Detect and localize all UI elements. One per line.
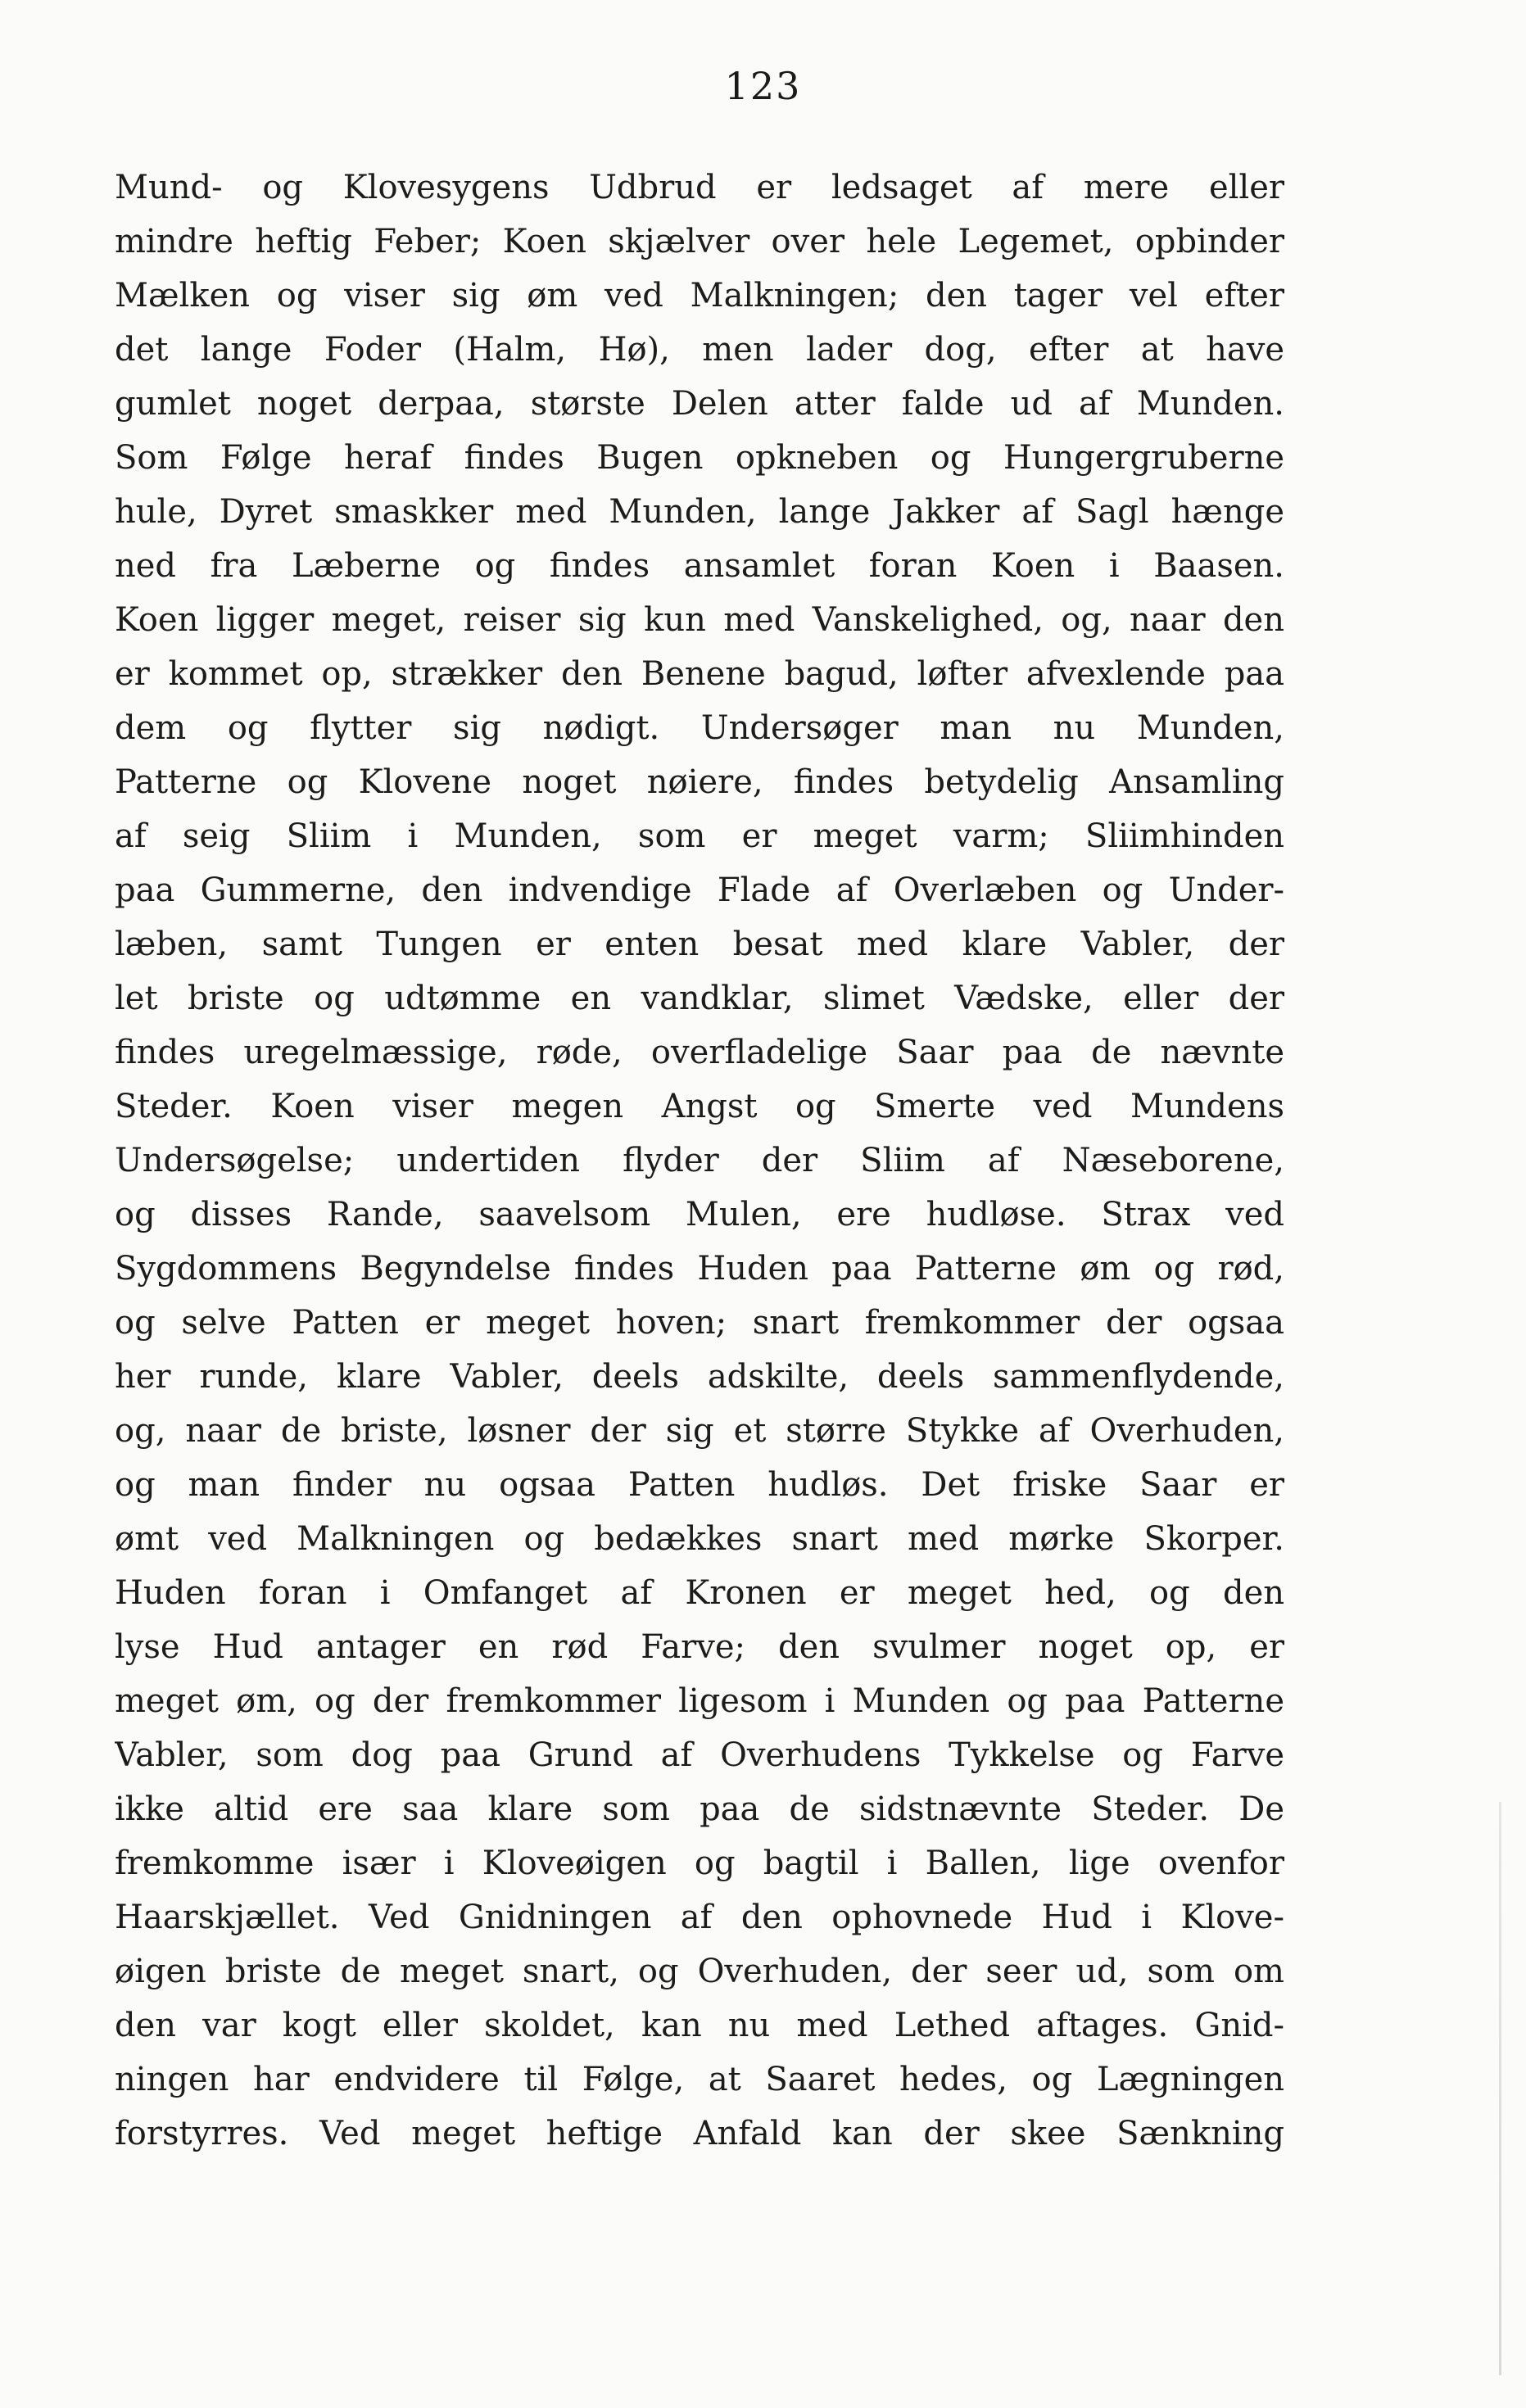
text-line: er kommet op, strækker den Benene bagud, løfter afvexlende paa (115, 655, 1284, 693)
text-line: her runde, klare Vabler, deels adskilte, deels sammenflydende, (115, 1358, 1284, 1396)
text-line: og man finder nu ogsaa Patten hudløs. Det friske Saar er (115, 1466, 1284, 1504)
text-line: mindre heftig Feber; Koen skjælver over hele Legemet, opbinder (115, 223, 1284, 260)
text-line: fremkomme især i Kloveøigen og bagtil i Ballen, lige ovenfor (115, 1844, 1284, 1882)
text-line: Vabler, som dog paa Grund af Overhudens Tykkelse og Farve (115, 1736, 1284, 1774)
text-line: ningen har endvidere til Følge, at Saaret hedes, og Lægningen (115, 2061, 1284, 2098)
text-line: ikke altid ere saa klare som paa de sidstnævnte Steder. De (115, 1790, 1284, 1828)
text-line: Patterne og Klovene noget nøiere, findes betydelig Ansamling (115, 763, 1284, 801)
text-line: læben, samt Tungen er enten besat med klare Vabler, der (115, 926, 1284, 963)
text-line: Koen ligger meget, reiser sig kun med Vanskelighed, og, naar den (115, 601, 1284, 639)
body-text (115, 161, 1284, 2161)
text-line: meget øm, og der fremkommer ligesom i Munden og paa Patterne (115, 1682, 1284, 1720)
text-line: og, naar de briste, løsner der sig et større Stykke af Overhuden, (115, 1412, 1284, 1450)
text-line: forstyrres. Ved meget heftige Anfald kan der skee Sænkning (115, 2115, 1284, 2152)
text-line: Undersøgelse; undertiden flyder der Sliim af Næseborene, (115, 1142, 1284, 1179)
text-line: ømt ved Malkningen og bedækkes snart med mørke Skorper. (115, 1520, 1284, 1558)
text-line: af seig Sliim i Munden, som er meget varm; Sliimhinden (115, 817, 1284, 855)
text-line: let briste og udtømme en vandklar, slimet Vædske, eller der (115, 980, 1284, 1017)
page-number: 123 (724, 64, 802, 108)
text-line: paa Gummerne, den indvendige Flade af Overlæben og Under- (115, 871, 1284, 909)
text-line: ned fra Læberne og findes ansamlet foran Koen i Baasen. (115, 547, 1284, 585)
text-line: den var kogt eller skoldet, kan nu med Lethed aftages. Gnid- (115, 2007, 1284, 2044)
text-line: øigen briste de meget snart, og Overhuden, der seer ud, som om (115, 1953, 1284, 1990)
text-line: Sygdommens Begyndelse findes Huden paa Patterne øm og rød, (115, 1250, 1284, 1288)
text-line: Haarskjællet. Ved Gnidningen af den ophovnede Hud i Klove- (115, 1899, 1284, 1936)
text-line: Mælken og viser sig øm ved Malkningen; den tager vel efter (115, 277, 1284, 315)
text-line: gumlet noget derpaa, største Delen atter falde ud af Munden. (115, 385, 1284, 423)
text-line: og disses Rande, saavelsom Mulen, ere hudløse. Strax ved (115, 1196, 1284, 1233)
text-line: Huden foran i Omfanget af Kronen er meget hed, og den (115, 1574, 1284, 1612)
text-line: Som Følge heraf findes Bugen opkneben og Hungergruberne (115, 439, 1284, 477)
text-line: og selve Patten er meget hoven; snart fremkommer der ogsaa (115, 1304, 1284, 1342)
text-line: det lange Foder (Halm, Hø), men lader dog, efter at have (115, 331, 1284, 369)
text-line: dem og flytter sig nødigt. Undersøger man nu Munden, (115, 709, 1284, 747)
text-line: Mund- og Klovesygens Udbrud er ledsaget af mere eller (115, 169, 1284, 206)
text-line: findes uregelmæssige, røde, overfladelige Saar paa de nævnte (115, 1034, 1284, 1071)
text-line: Steder. Koen viser megen Angst og Smerte ved Mundens (115, 1088, 1284, 1125)
text-line: lyse Hud antager en rød Farve; den svulmer noget op, er (115, 1628, 1284, 1666)
page-edge-shadow (1499, 1802, 1501, 2375)
text-line: hule, Dyret smaskker med Munden, lange Jakker af Sagl hænge (115, 493, 1284, 531)
